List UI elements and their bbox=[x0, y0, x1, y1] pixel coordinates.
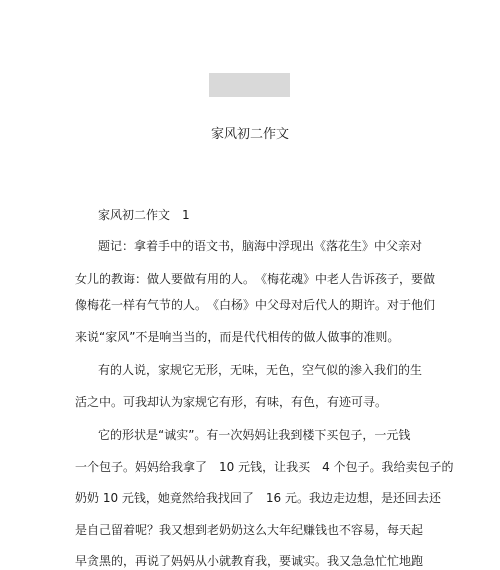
paragraph-line-8: 它的形状是“诚实”。有一次妈妈让我到楼下买包子，一元钱 bbox=[98, 428, 411, 442]
paragraph-line-3: 女儿的教诲：做人要做有用的人。 《梅花魂》中老人告诉孩子，要做 bbox=[75, 272, 436, 286]
top-gray-bar bbox=[209, 73, 290, 97]
paragraph-line-9: 一个包子。妈妈给我拿了 10 元钱，让我买 4 个包子。我给卖包子的 bbox=[75, 460, 454, 474]
paragraph-line-11: 是自己留着呢？我又想到老奶奶这么大年纪赚钱也不容易，每天起 bbox=[75, 523, 424, 537]
paragraph-line-10: 奶奶 10 元钱，她竟然给我找回了 16 元。我边走边想，是还回去还 bbox=[75, 491, 441, 505]
paragraph-line-7: 活之中。可我却认为家规它有形，有味，有色，有迹可寻。 bbox=[75, 395, 388, 409]
paragraph-line-1: 家风初二作文 1 bbox=[98, 208, 190, 222]
paragraph-line-5: 来说“家风”不是响当当的，而是代代相传的做人做事的准则。 bbox=[75, 330, 400, 344]
paragraph-line-12: 早贪黑的，再说了妈妈从小就教育我，要诚实。我又急急忙忙地跑 bbox=[75, 554, 424, 568]
document-title: 家风初二作文 bbox=[210, 127, 289, 142]
paragraph-line-6: 有的人说，家规它无形，无味，无色，空气似的渗入我们的生 bbox=[98, 363, 423, 377]
paragraph-line-4: 像梅花一样有气节的人。 《白杨》中父母对后代人的期许。对于他们 bbox=[75, 298, 436, 312]
paragraph-line-2: 题记：拿着手中的语文书，脑海中浮现出《落花生》中父亲对 bbox=[98, 239, 423, 253]
